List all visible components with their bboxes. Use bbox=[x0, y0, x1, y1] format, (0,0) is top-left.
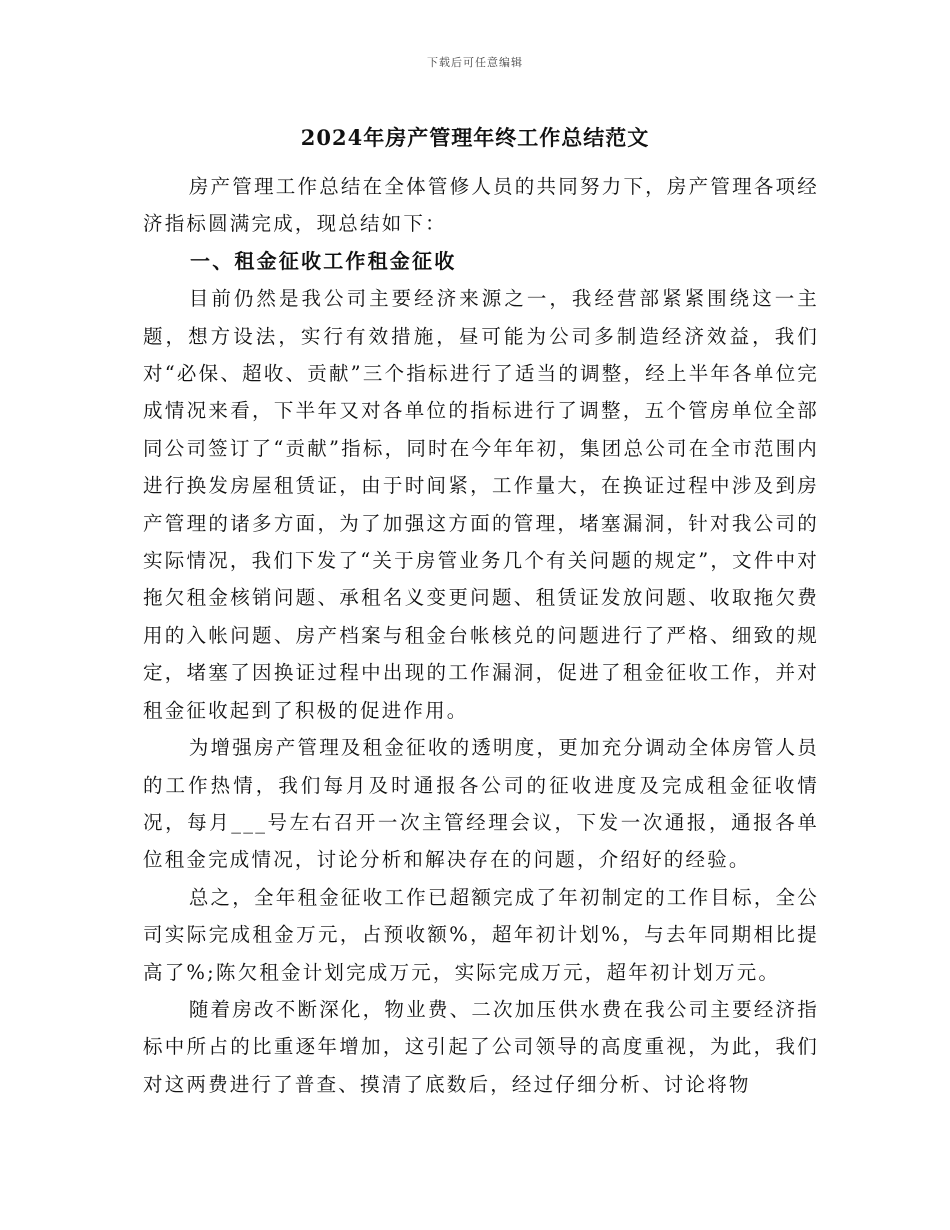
paragraph-transparency: 为增强房产管理及租金征收的透明度，更加充分调动全体房管人员的工作热情，我们每月及时通报各公司的征收进度及完成租金征收情况，每月___号左右召开一次主管经理会议，下发一次通报，通报各单位租金完成情况，讨论分析和解决存在的问题，介绍好的经验。 bbox=[143, 736, 819, 872]
paragraph-rent-collection-details: 目前仍然是我公司主要经济来源之一，我经营部紧紧围绕这一主题，想方设法，实行有效措施，昼可能为公司多制造经济效益，我们对“必保、超收、贡献”三个指标进行了适当的调整，经上半年各单位完成情况来看，下半年又对各单位的指标进行了调整，五个管房单位全部同公司签订了“贡献”指标，同时在今年年初，集团总公司在全市范围内进行换发房屋租赁证，由于时间紧，工作量大，在换证过程中涉及到房产管理的诸多方面，为了加强这方面的管理，堵塞漏洞，针对我公司的实际情况，我们下发了“关于房管业务几个有关问题的规定”，文件中对拖欠租金核销问题、承租名义变更问题、租赁证发放问题、收取拖欠费用的入帐问题、房产档案与租金台帐核兑的问题进行了严格、细致的规定，堵塞了因换证过程中出现的工作漏洞，促进了租金征收工作，并对租金征收起到了积极的促进作用。 bbox=[143, 287, 819, 722]
paragraph-intro: 房产管理工作总结在全体管修人员的共同努力下，房产管理各项经济指标圆满完成，现总结如下： bbox=[143, 175, 819, 236]
paragraph-property-fees: 随着房改不断深化，物业费、二次加压供水费在我公司主要经济指标中所占的比重逐年增加，这引起了公司领导的高度重视，为此，我们对这两费进行了普查、摸清了底数后，经过仔细分析、讨论将物 bbox=[143, 997, 819, 1096]
document-body bbox=[143, 168, 819, 1103]
paragraph-summary: 总之，全年租金征收工作已超额完成了年初制定的工作目标，全公司实际完成租金万元，占预收额%，超年初计划%，与去年同期相比提高了%;陈欠租金计划完成万元，实际完成万元，超年初计划万元。 bbox=[143, 885, 819, 984]
document-title: 2024年房产管理年终工作总结范文 bbox=[300, 125, 650, 150]
header-note: 下载后可任意编辑 bbox=[427, 56, 523, 69]
section-heading-rent-collection: 一、租金征收工作租金征收 bbox=[190, 248, 457, 273]
